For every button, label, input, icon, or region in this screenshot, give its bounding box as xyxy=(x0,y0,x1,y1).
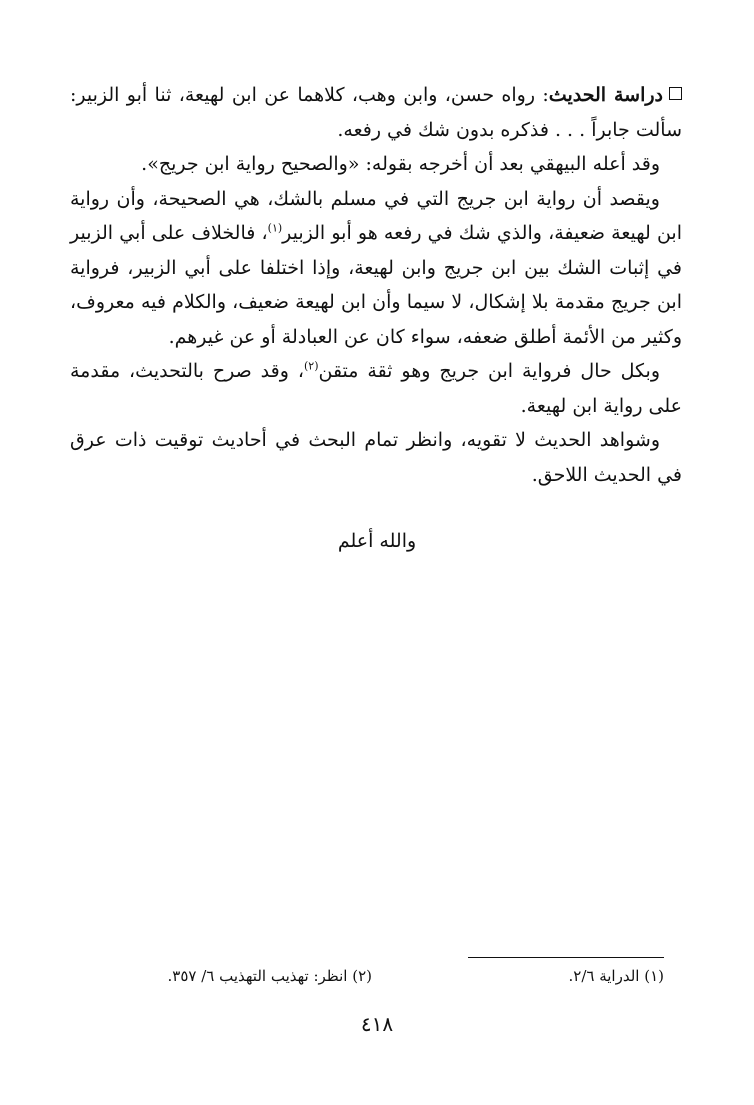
paragraph-4 xyxy=(70,354,682,423)
section-heading: دراسة الحديث xyxy=(548,84,663,106)
paragraph-3-text-a: ويقصد أن رواية ابن جريج التي في مسلم بالشك، هي الصحيحة، وأن رواية ابن لهيعة ضعيفة، والذي شك في رفعه هو أبو الزبير xyxy=(70,187,682,244)
paragraph-4-text-b: ، وقد صرح بالتحديث، مقدمة على رواية ابن لهيعة. xyxy=(70,360,682,417)
closing-phrase: والله أعلم xyxy=(337,530,417,552)
square-bullet-icon xyxy=(669,87,682,100)
paragraph-3-text-b: ، فالخلاف على أبي الزبير في إثبات الشك بين ابن جريج وابن لهيعة، وإذا اختلفا على أبي الزبير، فرواية ابن جريج مقدمة بلا إشكال، لا سيما وأن ابن لهيعة ضعيف، والكلام فيه معروف، وكثير من الأئمة أطلق ضعفه، سواء كان عن العبادلة أو عن غيرهم. xyxy=(70,222,682,348)
paragraph-5: وشواهد الحديث لا تقويه، وانظر تمام البحث في أحاديث توقيت ذات عرق في الحديث اللاحق. xyxy=(70,429,682,486)
paragraph-3 xyxy=(70,182,682,355)
paragraph-1 xyxy=(70,78,682,147)
footnote-1: (١) الدراية ٢/٦. xyxy=(568,967,664,985)
footnote-ref-2: (٢) xyxy=(303,359,319,373)
paragraph-1-text: رواه حسن، وابن وهب، كلاهما عن ابن لهيعة، ثنا أبو الزبير: سألت جابراً . . . فذكره بدون شك في رفعه. xyxy=(70,84,682,141)
footnote-ref-1: (١) xyxy=(267,221,283,235)
page-number: ٤١٨ xyxy=(360,1012,394,1036)
main-text xyxy=(70,78,682,492)
footnote-divider xyxy=(468,957,664,958)
section-heading-separator: : xyxy=(542,84,549,106)
paragraph-2: وقد أعله البيهقي بعد أن أخرجه بقوله: «والصحيح رواية ابن جريج». xyxy=(141,153,660,175)
footnote-2: (٢) انظر: تهذيب التهذيب ٦/ ٣٥٧. xyxy=(167,967,372,985)
paragraph-4-text-a: وبكل حال فرواية ابن جريج وهو ثقة متقن xyxy=(318,360,660,382)
